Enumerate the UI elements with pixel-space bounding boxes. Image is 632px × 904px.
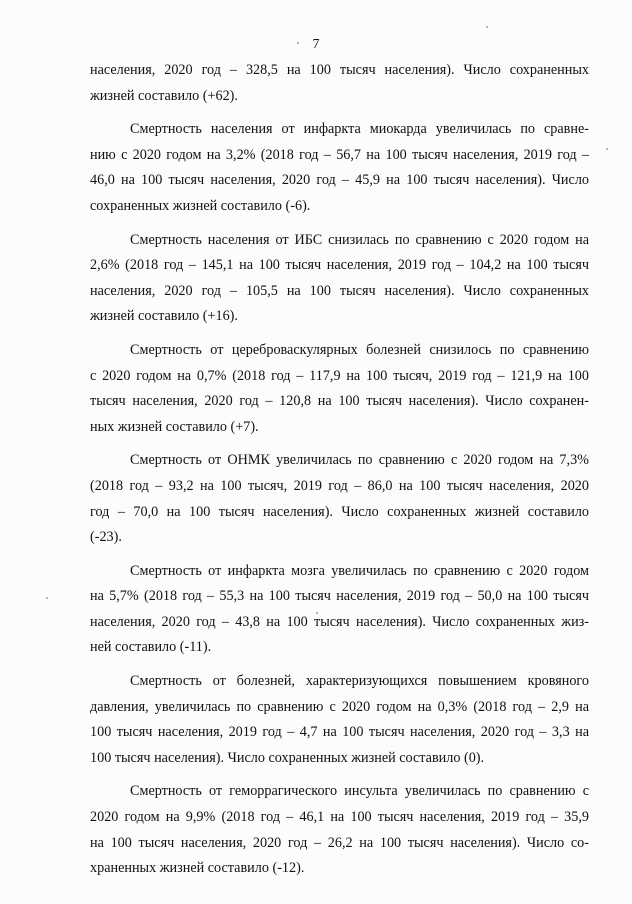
text-line: на 5,7% (2018 год – 55,3 на 100 тысяч населения, 2019 год – 50,0 на 100 тысяч <box>90 588 589 605</box>
text-line: жизней составило (+16). <box>90 308 238 325</box>
text-line: 100 тысяч населения, 2019 год – 4,7 на 100 тысяч населения, 2020 год – 3,3 на <box>90 724 589 741</box>
text-line: 2,6% (2018 год – 145,1 на 100 тысяч населения, 2019 год – 104,2 на 100 тысяч <box>90 257 589 274</box>
text-line: с 2020 годом на 0,7% (2018 год – 117,9 на 100 тысяч, 2019 год – 121,9 на 100 <box>90 367 589 384</box>
text-line: (2018 год – 93,2 на 100 тысяч, 2019 год – 86,0 на 100 тысяч населения, 2020 <box>90 477 589 494</box>
paragraph <box>90 559 589 661</box>
text-line: Смертность от болезней, характеризующихся повышением кровяного <box>130 673 589 690</box>
text-line: населения, 2020 год – 105,5 на 100 тысяч населения). Число сохраненных <box>90 282 589 299</box>
paragraph <box>90 338 589 440</box>
paragraph <box>90 117 589 219</box>
text-line: 46,0 на 100 тысяч населения, 2020 год – 45,9 на 100 тысяч населения). Число <box>90 172 589 189</box>
text-line: Смертность от инфаркта мозга увеличилась по сравнению с 2020 годом <box>130 562 589 579</box>
text-line: сохраненных жизней составило (-6). <box>90 197 311 214</box>
text-line: 2020 годом на 9,9% (2018 год – 46,1 на 100 тысяч населения, 2019 год – 35,9 <box>90 809 589 826</box>
text-line: на 100 тысяч населения, 2020 год – 26,2 на 100 тысяч населения). Число со- <box>90 834 589 851</box>
text-line: 100 тысяч населения). Число сохраненных жизней составило (0). <box>90 749 485 766</box>
scan-speck <box>46 597 48 599</box>
text-line: тысяч населения, 2020 год – 120,8 на 100 тысяч населения). Число сохранен- <box>90 393 589 410</box>
paragraph <box>90 779 589 881</box>
text-line: храненных жизней составило (-12). <box>90 860 305 877</box>
text-line: год – 70,0 на 100 тысяч населения). Число сохраненных жизней составило <box>90 503 589 520</box>
text-line: ней составило (-11). <box>90 639 212 656</box>
text-line: жизней составило (+62). <box>90 87 238 104</box>
text-line: нию с 2020 годом на 3,2% (2018 год – 56,7 на 100 тысяч населения, 2019 год – <box>90 146 589 163</box>
paragraph <box>90 448 589 550</box>
text-line: ных жизней составило (+7). <box>90 418 259 435</box>
scan-speck <box>486 26 488 28</box>
text-line: Смертность от геморрагического инсульта увеличилась по сравнению с <box>130 783 589 800</box>
text-line: Смертность населения от ИБС снизилась по сравнению с 2020 годом на <box>130 231 589 248</box>
text-line: давления, увеличилась по сравнению с 2020 годом на 0,3% (2018 год – 2,9 на <box>90 698 589 715</box>
paragraph <box>90 58 589 109</box>
scan-speck <box>606 148 608 150</box>
document-body <box>90 58 589 882</box>
text-line: Смертность населения от инфаркта миокарда увеличилась по сравне- <box>130 121 589 138</box>
page-number: 7 <box>312 37 320 52</box>
text-line: населения, 2020 год – 43,8 на 100 тысяч населения). Число сохраненных жиз- <box>90 613 589 630</box>
paragraph <box>90 669 589 771</box>
scan-speck <box>316 612 318 614</box>
text-line: (-23). <box>90 529 122 546</box>
text-line: Смертность от цереброваскулярных болезней снизилось по сравнению <box>130 341 589 358</box>
text-line: населения, 2020 год – 328,5 на 100 тысяч населения). Число сохраненных <box>90 62 589 78</box>
text-line: Смертность от ОНМК увеличилась по сравнению с 2020 годом на 7,3% <box>130 452 589 469</box>
paragraph <box>90 228 589 330</box>
scan-speck <box>297 42 299 44</box>
